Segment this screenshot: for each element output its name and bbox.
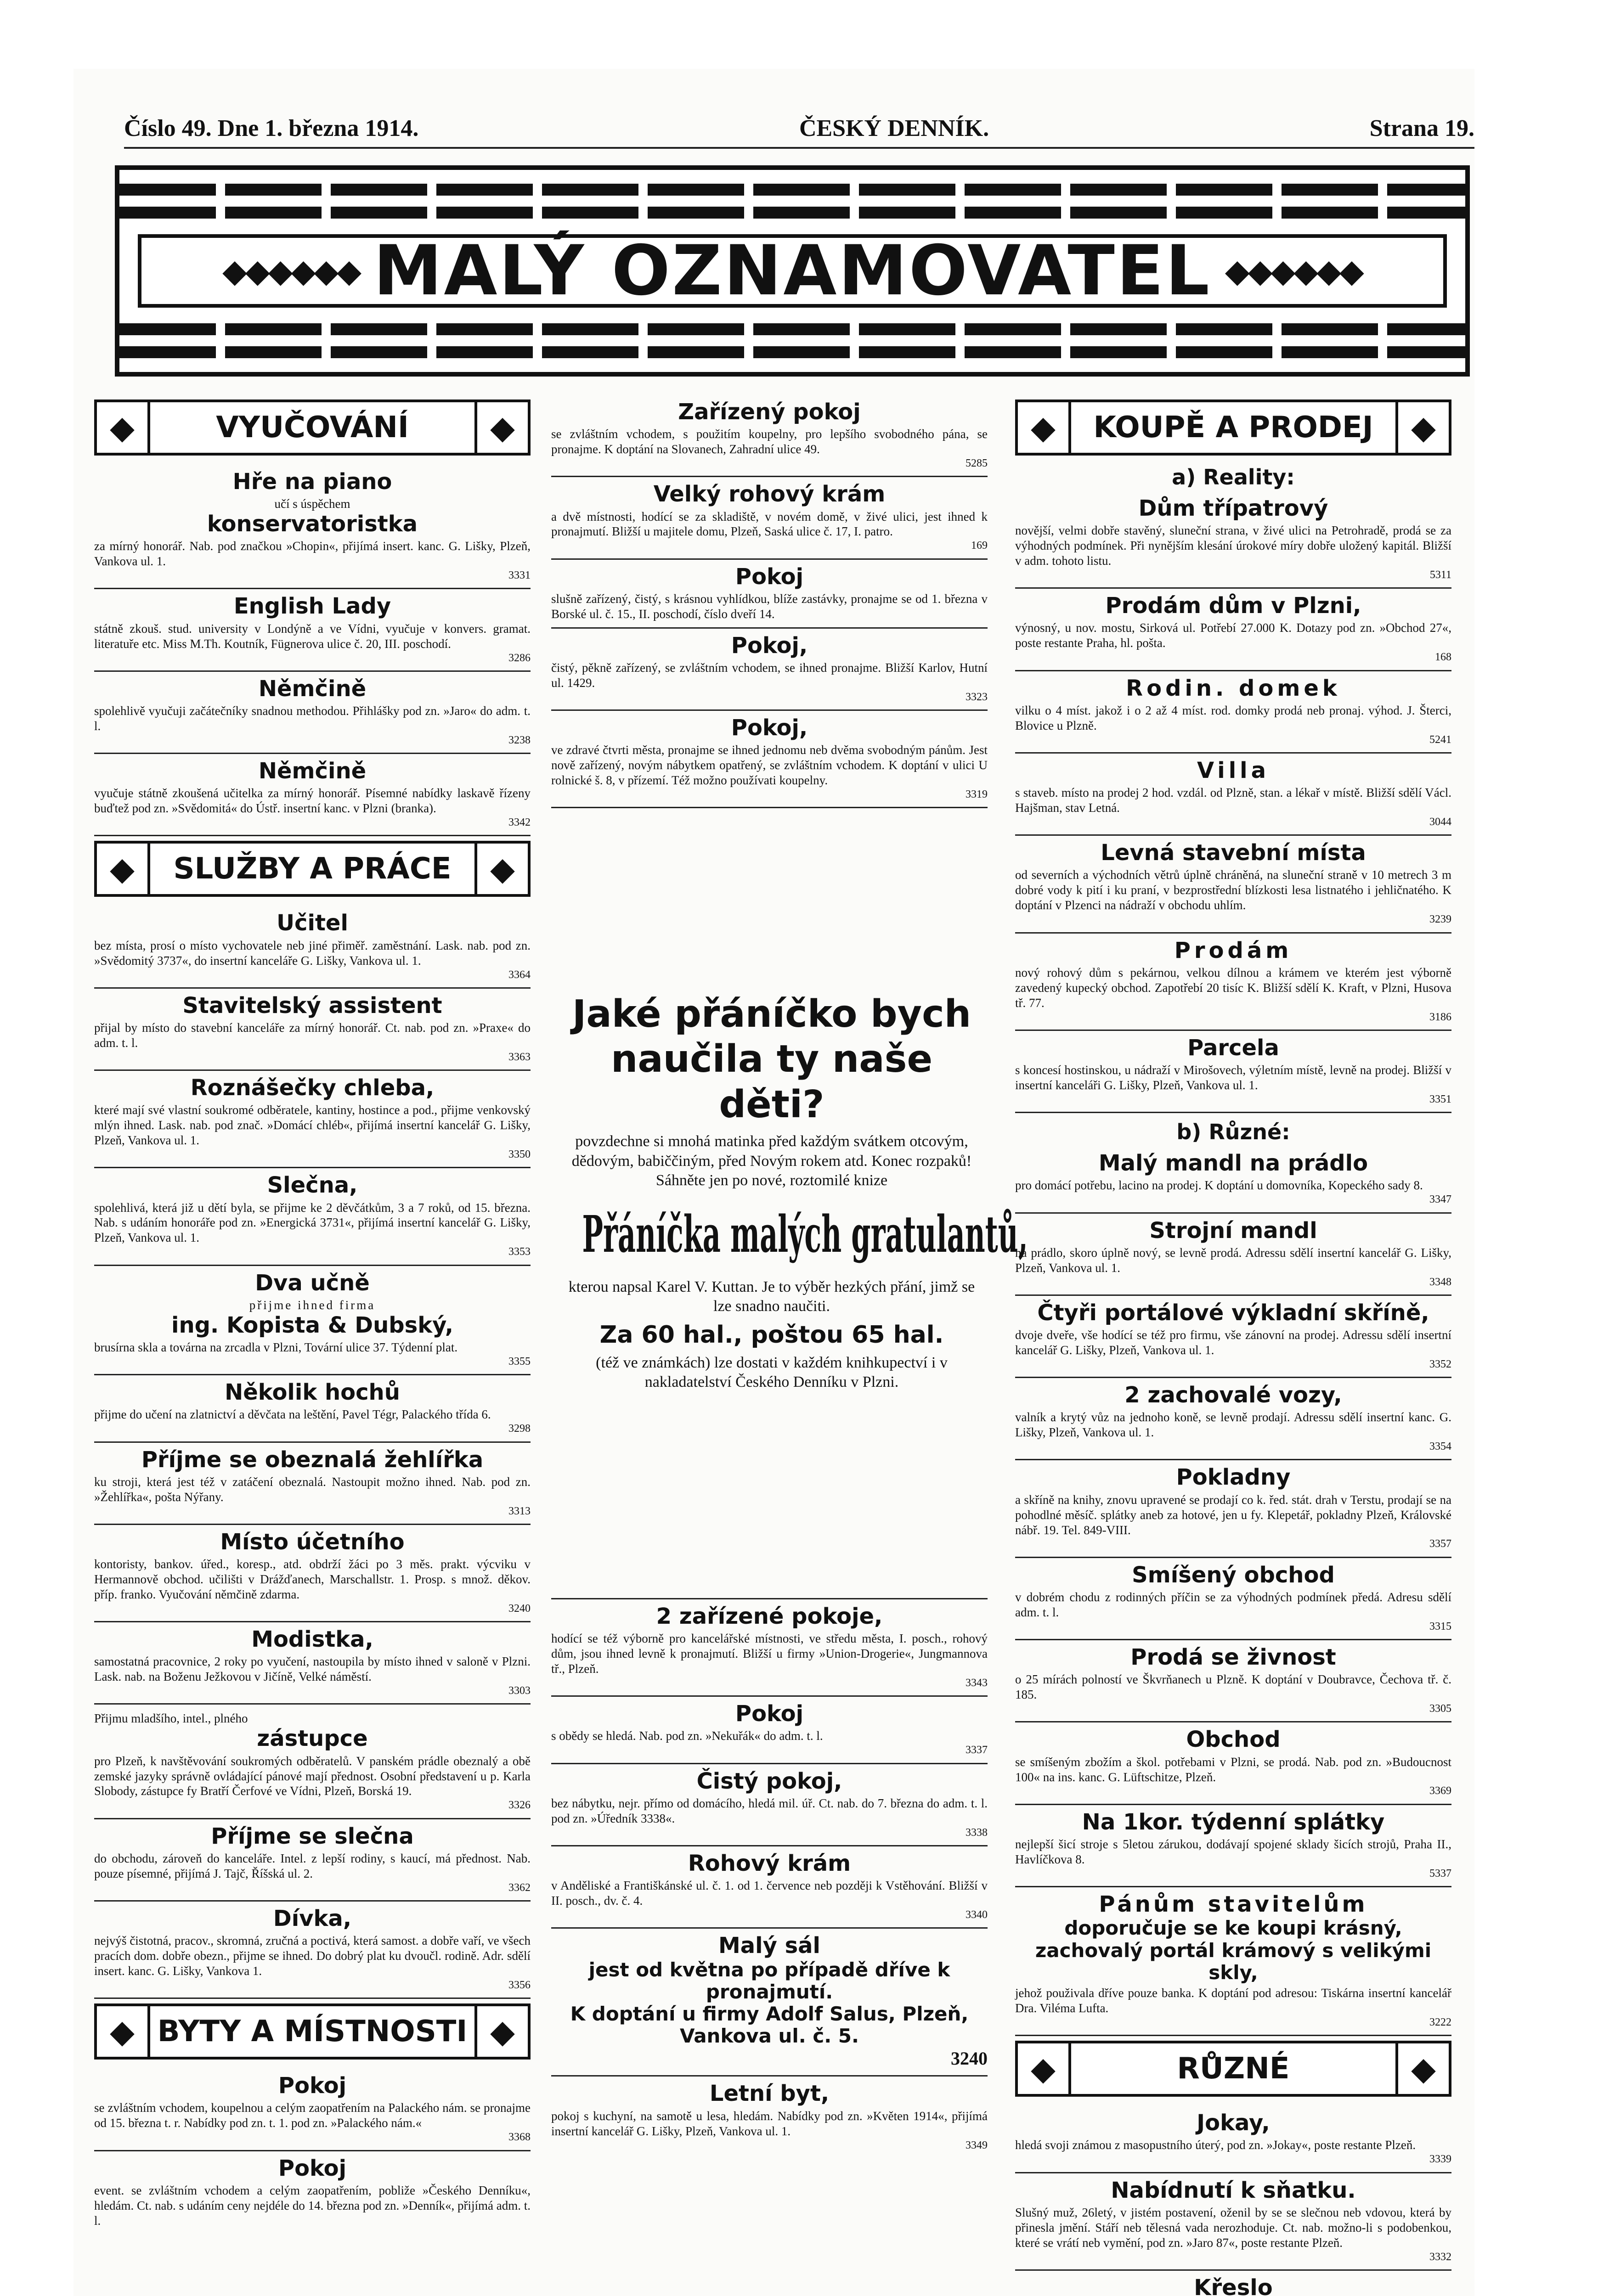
- diamond-icon: ◆: [97, 844, 150, 894]
- banner-title: MALÝ OZNAMOVATEL: [373, 231, 1211, 311]
- issue-info: Číslo 49. Dne 1. března 1914.: [124, 115, 419, 141]
- ad-number: 3357: [1429, 1538, 1451, 1550]
- ad-number: 5311: [1429, 569, 1451, 581]
- ad-text: pro Plzeň, k navštěvování soukromých odběratelů. V panském prádle obeznalý a obě zemské jazyky správně ovládající pánové mají přednost. Osobní představení u p. Karla Slobody, zástupce fy Bratří Čerfové ve Vídni, Plzeň, Borská 19.: [94, 1754, 531, 1798]
- ad-heading: Nabídnutí k sňatku.: [1111, 2177, 1356, 2203]
- ad-heading: Pánům stavitelům: [1099, 1891, 1368, 1918]
- ad-number: 3044: [1429, 816, 1451, 828]
- ad-subline: přijme ihned firma: [249, 1298, 376, 1312]
- section-title: SLUŽBY A PRÁCE: [173, 852, 452, 886]
- ad-text: za mírný honorář. Nab. pod značkou »Chopin«, přijímá insert. kanc. G. Lišky, Plzeň, Vankova ul. 1.: [94, 539, 531, 568]
- ad-heading: jest od května po případě dříve k pronajmutí.: [588, 1958, 950, 2003]
- ad-text: s koncesí hostinskou, u nádraží v Mirošovech, výletním místě, levně na prodej. Bližší v insertní kanceláři G. Lišky, Plzeň, Vankova ul. 1.: [1015, 1063, 1451, 1092]
- ad-number: 168: [1435, 651, 1451, 664]
- subsection-title: b) Různé:: [1176, 1120, 1290, 1145]
- classified-ad: [1015, 589, 1451, 671]
- promo-text: kterou napsal Karel V. Kuttan. Je to výběr hezkých přání, jimž se lze snadno naučiti.: [568, 1278, 975, 1315]
- classified-ad: [551, 1697, 988, 1764]
- ad-heading: Němčině: [258, 675, 367, 702]
- ad-number: 5337: [1429, 1867, 1451, 1880]
- ad-heading: Stavitelský assistent: [182, 992, 442, 1019]
- ad-number: 3305: [1429, 1703, 1451, 1715]
- diamond-icon: ◆: [1395, 402, 1449, 453]
- ad-number: 3339: [1429, 2153, 1451, 2166]
- diamond-icon: ◆: [97, 2006, 150, 2057]
- ad-heading: Malý sál: [718, 1933, 821, 1959]
- ad-number: 3352: [1429, 1358, 1451, 1370]
- diamond-icon: ◆: [1018, 2043, 1071, 2094]
- ad-heading: 2 zachovalé vozy,: [1124, 1382, 1342, 1408]
- page-header: [124, 115, 1474, 149]
- classified-ad: [1015, 1214, 1451, 1296]
- classified-ad: [551, 1929, 988, 2077]
- ad-number: 3355: [508, 1355, 531, 1367]
- ad-heading: Velký rohový krám: [653, 481, 886, 507]
- ad-text: o 25 mírách polností ve Škvrňanech u Plzně. K doptání v Doubravce, Čechova tř. č. 185.: [1015, 1672, 1451, 1702]
- diamond-ornament-icon: ◆◆◆◆◆◆: [222, 253, 360, 289]
- classified-ad: [1015, 491, 1451, 589]
- ad-text: Slušný muž, 26letý, v jistém postavení, oženil by se se slečnou neb vdovou, která by přinesla jmění. Stáří neb tělesná vada nerozhoduje. Ct. nab. možno-li s podobenkou, které se vrátí neb vymění, pod zn. »Jaro 87«, poste restante Plzeň.: [1015, 2205, 1451, 2250]
- ad-number: 3353: [508, 1246, 531, 1258]
- ad-heading: Učitel: [277, 910, 348, 936]
- ad-heading: Prodá se živnost: [1130, 1644, 1336, 1671]
- ad-text: ku stroji, která jest též v zatáčení obeznalá. Nastoupit možno ihned. Nab. pod zn. »Žehlířka«, pošta Nýřany.: [94, 1474, 531, 1504]
- section-title: VYUČOVÁNÍ: [216, 411, 409, 445]
- promo-price: Za 60 hal., poštou 65 hal.: [599, 1321, 944, 1349]
- section-header: [1015, 400, 1451, 456]
- ad-number: 3337: [966, 1744, 988, 1756]
- ad-text: od severních a východních větrů úplně chráněná, na sluneční straně v 10 metrech 3 m dobré vody k pití i ku praní, v bezprostřední blízkosti lesa listnatého i jehličnatého. K doptání v Plzenci na nádraží v obchodu uhlím.: [1015, 868, 1451, 912]
- ad-heading: 2 zařízené pokoje,: [656, 1604, 883, 1629]
- classified-ad: [1015, 1146, 1451, 1213]
- ad-text: se smíšeným zbožím a škol. potřebami v Plzni, se prodá. Nab. pod zn. »Budoucnost 100« na ins. kanc. G. Lüftschitze, Plzeň.: [1015, 1755, 1451, 1784]
- classified-ad: [94, 1443, 531, 1525]
- ad-heading: Rodin. domek: [1126, 675, 1341, 701]
- diamond-ornament-icon: ◆◆◆◆◆◆: [1225, 253, 1362, 289]
- classified-ad: [551, 1598, 988, 1697]
- classified-ad: [1015, 1887, 1451, 2036]
- banner-stripe: [119, 184, 1465, 196]
- ad-heading: Pokoj: [278, 2155, 347, 2181]
- ad-text: bez místa, prosí o místo vychovatele neb jiné přiměř. zaměstnání. Lask. nab. pod zn. »Svědomitý 3737«, do insertní kanceláře G. Lišky, Vankova ul. 1.: [94, 938, 531, 968]
- ad-heading: Rohový krám: [688, 1850, 851, 1876]
- ad-text: samostatná pracovnice, 2 roky po vyučení, nastoupila by místo ihned v saloně v Plzni. Lask. nab. na Boženu Ježkovou v Jičíně, Velké náměstí.: [94, 1654, 531, 1684]
- classified-ad: [94, 1525, 531, 1622]
- ad-heading: zástupce: [257, 1726, 368, 1752]
- ad-heading: Pokoj: [735, 563, 804, 590]
- ad-text: spolehlivá, která již u dětí byla, se přijme ke 2 děvčátkům, 3 a 7 roků, od 15. března. Nab. s udáním honoráře pod zn. »Energická 3731«, přijímá insertní kancelář G. Lišky, Plzeň, Vankova ul. 1.: [94, 1200, 531, 1245]
- classified-ad: [94, 1071, 531, 1168]
- ad-number: 3240: [951, 2048, 988, 2069]
- column-middle-lower: [551, 1598, 988, 2158]
- banner-stripe: [119, 346, 1465, 358]
- ad-heading: K doptání u firmy Adolf Salus, Plzeň, Vankova ul. č. 5.: [570, 2003, 969, 2048]
- subsection-title: a) Reality:: [1172, 465, 1295, 490]
- ad-heading: Hře na piano: [232, 469, 392, 495]
- promo-book-title: Přáníčka malých gratulantů,: [582, 1204, 1028, 1264]
- ad-number: 3298: [508, 1423, 531, 1435]
- classified-ad: [1015, 671, 1451, 754]
- classified-ad: [551, 560, 988, 629]
- classified-ad: [94, 754, 531, 836]
- ad-heading: Pokoj,: [731, 715, 808, 741]
- ad-text: brusírna skla a továrna na zrcadla v Plzni, Tovární ulice 37. Týdenní plat.: [94, 1340, 458, 1354]
- ad-heading: Slečna,: [267, 1172, 358, 1199]
- ad-text: a dvě místnosti, hodící se za skladiště, v novém domě, v živé ulici, jest ihned k pronajmutí. Bližší u majitele domu, Plzeň, Saská ulice č. 17, I. patro.: [551, 509, 988, 539]
- section-header: [94, 841, 531, 897]
- ad-number: 3369: [1429, 1785, 1451, 1797]
- section-title: KOUPĚ A PRODEJ: [1093, 411, 1373, 445]
- ad-heading: Smíšený obchod: [1132, 1562, 1335, 1588]
- diamond-icon: ◆: [1395, 2043, 1449, 2094]
- classified-ad: [94, 1902, 531, 1999]
- classified-ad: [1015, 754, 1451, 836]
- ad-number: 3340: [966, 1909, 988, 1921]
- section-header: [1015, 2041, 1451, 2097]
- ad-heading: doporučuje se ke koupi krásný, zachovalý portál krámový s velikými skly,: [1035, 1917, 1432, 1984]
- ad-subline: učí s úspěchem: [274, 497, 350, 511]
- ad-heading: Pokoj,: [731, 632, 808, 658]
- classified-ad: [1015, 1640, 1451, 1722]
- banner-inner: [138, 231, 1447, 311]
- classified-ad: [1015, 1460, 1451, 1558]
- classified-ad: [551, 1846, 988, 1929]
- classified-ad: [1015, 1296, 1451, 1378]
- ad-heading: Němčině: [258, 758, 367, 784]
- ad-text: ve zdravé čtvrti města, pronajme se ihned jednomu neb dvěma svobodným pánům. Jest nově zařízený, novým nábytkem opatřený, se zvláštním vchodem. K doptání v ulici U rolnické š. 8, v přízemí. Též možno používati koupelny.: [551, 743, 988, 788]
- ad-heading: Pokoj: [278, 2073, 347, 2099]
- classified-ad: [94, 1622, 531, 1705]
- promo-text: povzdechne si mnohá matinka před každým svátkem otcovým, dědovým, babiččiným, před Novým rokem atd. Konec rozpaků! Sáhněte jen po nové, roztomilé knize: [571, 1133, 972, 1189]
- classified-ad: [94, 906, 531, 988]
- ad-heading: Zařízený pokoj: [678, 399, 861, 425]
- classified-ad: [94, 1375, 531, 1442]
- ad-number: 3331: [508, 569, 531, 582]
- classified-ad: [1015, 2173, 1451, 2271]
- ad-text: se zvláštním vchodem, s použitím koupelny, pro lepšího svobodného pána, se pronajme. K doptání na Slovanech, Zahradní ulice 49.: [551, 427, 988, 456]
- classified-ad: [94, 1266, 531, 1376]
- ad-text: na prádlo, skoro úplně nový, se levně prodá. Adressu sdělí insertní kancelář G. Lišky, Plzeň, Vankova ul. 1.: [1015, 1245, 1451, 1275]
- ad-heading: Levná stavební místa: [1101, 840, 1366, 866]
- ad-text: dvoje dveře, vše hodící se též pro firmu, vše zánovní na prodej. Adressu sdělí insertní kancelář G. Lišky, Plzeň, Vankova ul. 1.: [1015, 1328, 1451, 1357]
- ad-subline: Přijmu mladšího, intel., plného: [94, 1711, 248, 1726]
- ad-heading: Příjme se obeznalá žehlířka: [141, 1446, 484, 1473]
- ad-text: výnosný, u nov. mostu, Sirková ul. Potřebí 27.000 K. Dotazy pod zn. »Obchod 27«, poste restante Praha, hl. pošta.: [1015, 621, 1451, 650]
- ad-text: jehož použivala dříve pouze banka. K doptání pod adresou: Tiskárna insertní kancelář Dra. Viléma Lufta.: [1015, 1986, 1451, 2015]
- ad-number: 5285: [966, 457, 988, 470]
- ad-heading: Křeslo: [1194, 2274, 1273, 2296]
- ad-text: které mají své vlastní soukromé odběratele, kantiny, hostince a pod., přijme venkovský mlýn ihned. Lask. nab. pod znač. »Domácí chléb«, přijímá insertní kancelář G. Lišky, Plzeň, Vankova ul. 1.: [94, 1103, 531, 1148]
- banner-stripe: [119, 323, 1465, 335]
- ad-heading: Obchod: [1186, 1727, 1281, 1753]
- ad-text: přijal by místo do stavební kanceláře za mírný honorář. Ct. nab. pod zn. »Praxe« do adm. t. l.: [94, 1020, 531, 1050]
- ad-text: čistý, pěkně zařízený, se zvláštním vchodem, se ihned pronajme. Bližší Karlov, Hutní ul. 1429.: [551, 660, 988, 690]
- ad-number: 3356: [508, 1979, 531, 1991]
- ad-number: 3315: [1429, 1620, 1451, 1632]
- ad-number: 3332: [1429, 2251, 1451, 2263]
- classified-ad: [1015, 836, 1451, 933]
- ad-number: 3343: [966, 1677, 988, 1689]
- ad-number: 3347: [1429, 1193, 1451, 1206]
- ad-heading: Místo účetního: [220, 1529, 405, 1555]
- book-advertisement: [565, 992, 1028, 1397]
- ad-heading: Pokladny: [1176, 1464, 1291, 1491]
- ad-text: event. se zvláštním vchodem a celým zaopatřením, pobliže »Českého Denníku«, hledám. Ct. nab. s udáním ceny nejdéle do 14. března pod zn. »Denník«, přijímá adm. t. l.: [94, 2183, 531, 2228]
- ad-heading: Malý mandl na prádlo: [1098, 1150, 1368, 1176]
- classified-ad: [551, 395, 988, 477]
- ad-text: nový rohový dům s pekárnou, velkou dílnou a krámem ve kterém jest výborně zavedený kupecký obchod. Zapotřebí 20 tisíc K. Bližší sdělí K. Kraft, v Plzni, Husova tř. 77.: [1015, 965, 1451, 1010]
- classified-ad: [94, 2069, 531, 2151]
- promo-text: (též ve známkách) lze dostati v každém knihkupectví i v nakladatelství Českého Denníku v Plzni.: [596, 1354, 948, 1391]
- diamond-icon: ◆: [1018, 402, 1071, 453]
- ad-number: 3364: [508, 968, 531, 981]
- classified-ad: [1015, 934, 1451, 1031]
- ad-number: 3350: [508, 1148, 531, 1161]
- classified-ad: [94, 989, 531, 1071]
- page-number: Strana 19.: [1369, 115, 1474, 141]
- ad-text: vyučuje státně zkoušená učitelka za mírný honorář. Písemné nabídky laskavě řízeny buďtež pod zn. »Svědomitá« do Ústř. insertní kanc. v Plzni (branka).: [94, 786, 531, 816]
- ad-text: pokoj s kuchyní, na samotě u lesa, hledám. Nabídky pod zn. »Květen 1914«, přijímá insertní kancelář G. Lišky, Plzeň, Vankova ul. 1.: [551, 2109, 988, 2138]
- diamond-icon: ◆: [474, 2006, 528, 2057]
- ad-heading: Čistý pokoj,: [696, 1768, 842, 1794]
- ad-number: 3323: [966, 691, 988, 703]
- ad-heading: Prodám dům v Plzni,: [1105, 593, 1361, 619]
- ad-text: hledá svoji známou z masopustního úterý, pod zn. »Jokay«, poste restante Plzeň.: [1015, 2138, 1416, 2152]
- ad-number: 3286: [508, 652, 531, 664]
- ad-text: valník a krytý vůz na jednoho koně, se levně prodají. Adressu sdělí insertní kanc. G. Lišky, Plzeň, Vankova ul. 1.: [1015, 1410, 1451, 1440]
- diamond-icon: ◆: [474, 844, 528, 894]
- classified-ad: [1015, 1722, 1451, 1805]
- ad-heading: Strojní mandl: [1149, 1217, 1317, 1244]
- classified-ad: [551, 629, 988, 711]
- promo-headline: Jaké přáníčko bych naučila ty naše děti?: [572, 992, 971, 1126]
- ad-heading: konservatoristka: [207, 511, 418, 537]
- classified-ad: [94, 672, 531, 754]
- ad-number: 3368: [508, 2131, 531, 2144]
- ad-number: 3222: [1429, 2016, 1451, 2029]
- diamond-icon: ◆: [474, 402, 528, 453]
- ad-heading: ing. Kopista & Dubský,: [171, 1312, 453, 1338]
- ad-heading: Několik hochů: [225, 1379, 400, 1406]
- ad-number: 3363: [508, 1051, 531, 1063]
- section-header: [94, 2003, 531, 2060]
- ad-heading: Na 1kor. týdenní splátky: [1082, 1809, 1385, 1835]
- ad-heading: Příjme se slečna: [211, 1823, 414, 1849]
- ad-heading: Villa: [1197, 757, 1270, 783]
- classified-ad: [94, 589, 531, 671]
- classified-ad: [1015, 1558, 1451, 1640]
- ad-text: do obchodu, zároveň do kanceláře. Intel. z lepší rodiny, s kaucí, má přednost. Nab. pouze písemné, přijímá J. Tajč, Říšská ul. 2.: [94, 1851, 531, 1880]
- classified-ad: [551, 477, 988, 559]
- classified-ad: [94, 1168, 531, 1266]
- ad-text: kontoristy, bankov. úřed., koresp., atd. obdrží žáci po 3 měs. prakt. výcviku v Hermannově obchod. učilišti v Drážďanech, Marschallstr. 1. Prosp. s množ. děkov. příp. franko. Vyučování němčině zdarma.: [94, 1557, 531, 1601]
- ad-text: státně zkouš. stud. university v Londýně a ve Vídni, vyučuje v konvers. gramat. literatuře etc. Miss M.Th. Koutník, Fügnerova ulice č. 20, III. poschodí.: [94, 621, 531, 651]
- ad-number: 3348: [1429, 1276, 1451, 1288]
- column-middle: [551, 395, 988, 808]
- diamond-icon: ◆: [97, 402, 150, 453]
- ad-text: nejlepší šicí stroje s 5letou zárukou, dodávají spojené sklady šicích strojů, Praha II., Havlíčkova 8.: [1015, 1837, 1451, 1866]
- ad-heading: Pokoj: [735, 1701, 804, 1727]
- ad-number: 3342: [508, 816, 531, 829]
- section-title: BYTY A MÍSTNOSTI: [157, 2015, 468, 2049]
- ad-heading: Čtyři portálové výkladní skříně,: [1037, 1300, 1429, 1326]
- ad-text: s staveb. místo na prodej 2 hod. vzdál. od Plzně, stan. a lékař v místě. Bližší sdělí Václ. Hajšman, stav Letná.: [1015, 786, 1451, 815]
- classified-ad: [94, 2151, 531, 2234]
- ad-heading: Letní byt,: [709, 2081, 830, 2107]
- ad-text: nejvýš čistotná, pracov., skromná, zručná a poctivá, která samost. a dobře vaří, ve všech pracích dom. dobře obezn., přijme se ihned. Do dobrý plat ku dvoučl. rodině. Adr. sdělí insert. kanc. G. Lišky, Vankova 1.: [94, 1934, 531, 1978]
- ad-number: 3362: [508, 1881, 531, 1894]
- classified-ad: [1015, 1031, 1451, 1113]
- ad-number: 5241: [1429, 733, 1451, 746]
- classified-ad: [94, 1819, 531, 1902]
- ad-number: 3186: [1429, 1011, 1451, 1023]
- ad-heading: Roznášečky chleba,: [190, 1075, 435, 1101]
- ad-heading: Dům třípatrový: [1138, 495, 1328, 521]
- ad-heading: Dívka,: [273, 1905, 352, 1931]
- newspaper-name: ČESKÝ DENNÍK.: [799, 115, 989, 141]
- classified-ad: [551, 2077, 988, 2157]
- classified-ad: [1015, 2271, 1451, 2296]
- ad-text: novější, velmi dobře stavěný, sluneční strana, v živé ulici na Petrohradě, prodá se za výhodných podmínek. Při nynějším klesání úrokové míry dobře uložený kapitál. Bližší v adm. tohoto listu.: [1015, 523, 1451, 568]
- ad-text: přijme do učení na zlatnictví a děvčata na leštění, Pavel Tégr, Palackého třída 6.: [94, 1407, 491, 1422]
- section-banner: [115, 165, 1470, 377]
- classified-ad: [94, 465, 531, 589]
- ad-text: s obědy se hledá. Nab. pod zn. »Nekuřák« do adm. t. l.: [551, 1729, 823, 1743]
- ad-heading: Parcela: [1187, 1035, 1279, 1061]
- ad-text: v Anděliské a Františkánské ul. č. 1. od 1. července neb později k Vstěhování. Bližší v II. posch., dv. č. 4.: [551, 1879, 988, 1908]
- ad-text: slušně zařízený, čistý, s krásnou vyhlídkou, blíže zastávky, pronajme se od 1. března v Borské ul. č. 15., II. poschodí, číslo dveří 14.: [551, 591, 988, 621]
- ad-heading: Modistka,: [251, 1626, 373, 1653]
- ad-number: 3326: [508, 1799, 531, 1812]
- ad-text: se zvláštním vchodem, koupelnou a celým zaopatřením na Palackého nám. se pronajme od 15. března t. r. Nabídky pod zn. t. 1. pod zn. »Palackého nám.«: [94, 2101, 531, 2130]
- ad-number: 3313: [508, 1505, 531, 1517]
- ad-number: 3238: [508, 734, 531, 746]
- ad-number: 3240: [508, 1602, 531, 1615]
- ad-text: pro domácí potřebu, lacino na prodej. K doptání u domovníka, Kopeckého sady 8.: [1015, 1178, 1423, 1193]
- classified-ad: [551, 711, 988, 808]
- ad-text: a skříně na knihy, znovu upravené se prodají co k. řed. stát. drah v Terstu, prodají se na pohodlné měsíč. splátky aneb za hotové, jen u fy. Klepetář, pokladny Plzeň, Královské nábř. 19. Tel. 849-VIII.: [1015, 1492, 1451, 1537]
- ad-text: hodící se též výborně pro kancelářské místnosti, ve středu města, I. posch., rohový dům, jsou ihned levně k pronajmutí. Bližší u firmy »Union-Drogerie«, Jungmannova tř., Plzeň.: [551, 1632, 988, 1676]
- classified-ad: [94, 1705, 531, 1819]
- ad-heading: Dva učně: [255, 1270, 370, 1296]
- section-title: RŮZNÉ: [1177, 2052, 1290, 2086]
- classified-ad: [551, 1764, 988, 1846]
- column-left: [94, 395, 531, 2234]
- ad-text: v dobrém chodu z rodinných příčin se za výhodných podmínek předá. Adresu sdělí adm. t. l.: [1015, 1590, 1451, 1619]
- ad-heading: English Lady: [233, 593, 391, 619]
- ad-text: vilku o 4 míst. jakož i o 2 až 4 míst. rod. domky prodá neb pronaj. výhod. J. Šterci, Blovice u Plzně.: [1015, 703, 1451, 732]
- ad-heading: Jokay,: [1197, 2110, 1270, 2136]
- ad-number: 3338: [966, 1826, 988, 1839]
- classified-ad: [1015, 1378, 1451, 1460]
- ad-number: 3351: [1429, 1093, 1451, 1105]
- classified-ad: [1015, 1805, 1451, 1887]
- ad-number: 3354: [1429, 1441, 1451, 1453]
- ad-number: 3239: [1429, 913, 1451, 926]
- ad-heading: Prodám: [1174, 937, 1293, 963]
- ad-number: 3303: [508, 1685, 531, 1697]
- ad-text: bez nábytku, nejr. přímo od domácího, hledá mil. úř. Ct. nab. do 7. března do adm. t. l. pod zn. »Úředník 3338«.: [551, 1796, 988, 1825]
- section-header: [94, 400, 531, 456]
- banner-stripe: [119, 207, 1465, 219]
- classified-ad: [1015, 2106, 1451, 2173]
- column-right: [1015, 395, 1451, 2296]
- ad-number: 169: [971, 540, 988, 552]
- ad-number: 3349: [966, 2139, 988, 2151]
- ad-text: spolehlivě vyučuji začátečníky snadnou methodou. Přihlášky pod zn. »Jaro« do adm. t. l.: [94, 703, 531, 733]
- ad-number: 3319: [966, 788, 988, 801]
